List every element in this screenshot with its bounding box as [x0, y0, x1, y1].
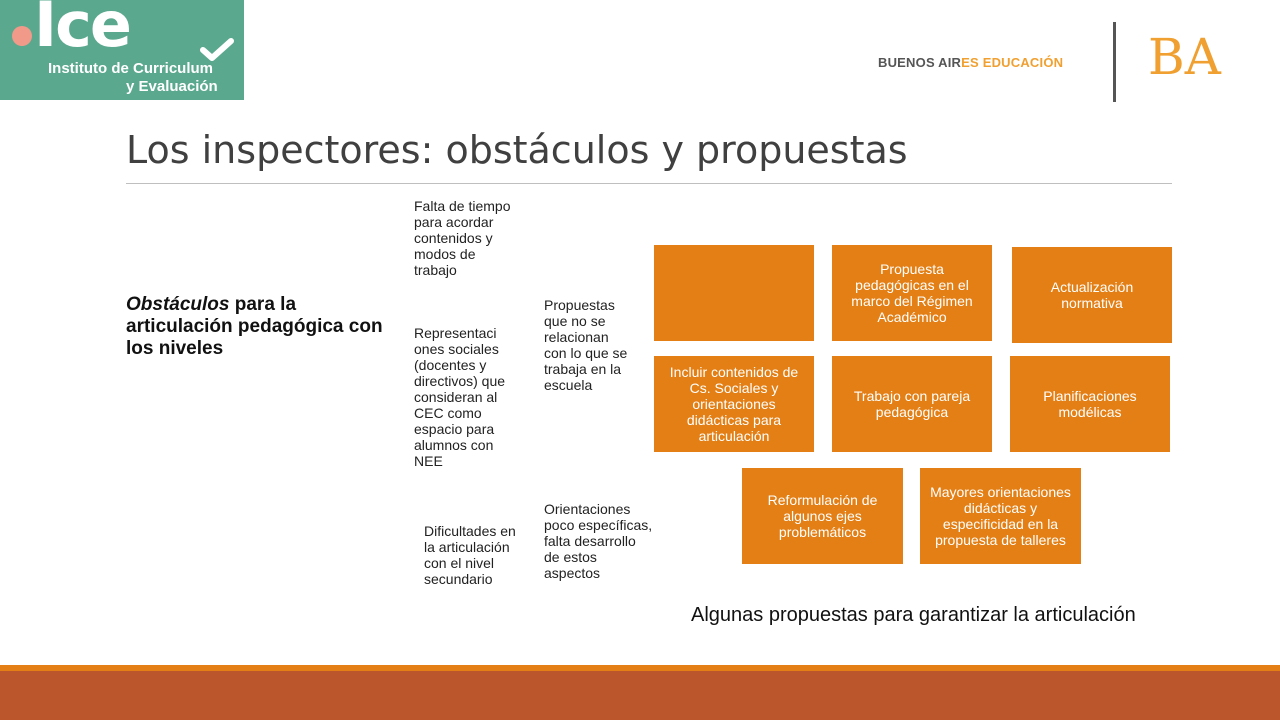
- logo-dot-icon: [12, 26, 32, 46]
- obstacle-item: Dificultades en la articulación con el nivel secundario: [424, 523, 516, 587]
- buenos-aires-education-label: [878, 55, 1063, 70]
- checkmark-icon: [200, 38, 234, 62]
- obstacles-heading-emph: Obstáculos: [126, 294, 230, 315]
- ba-text-main: BUENOS AIR: [878, 55, 962, 70]
- middle-note: Orientaciones poco específicas, falta desarrollo de estos aspectos: [544, 501, 653, 581]
- proposal-box: Planificaciones modélicas: [1010, 356, 1170, 452]
- proposal-box: Actualización normativa: [1012, 247, 1172, 343]
- proposal-box: Trabajo con pareja pedagógica: [832, 356, 992, 452]
- logo-line-2: y Evaluación: [126, 78, 218, 95]
- proposal-box: Incluir contenidos de Cs. Sociales y orientaciones didácticas para articulación: [654, 356, 814, 452]
- proposal-box: Reformulación de algunos ejes problemáticos: [742, 468, 903, 564]
- page-title: Los inspectores: obstáculos y propuestas: [126, 128, 908, 172]
- proposal-box-empty: [654, 245, 814, 341]
- title-divider: [126, 183, 1172, 184]
- obstacle-item: Representaci ones sociales (docentes y directivos) que consideran al CEC como espacio para alumnos con NEE: [414, 325, 506, 469]
- ba-text-accent: ES EDUCACIÓN: [961, 55, 1064, 70]
- ice-logo: [0, 0, 244, 100]
- logo-line-1: Instituto de Curriculum: [48, 60, 213, 77]
- proposal-box: Mayores orientaciones didácticas y especificidad en la propuesta de talleres: [920, 468, 1081, 564]
- ba-logo: BA: [1148, 28, 1221, 86]
- header-divider: [1113, 22, 1116, 102]
- obstacle-item: Falta de tiempo para acordar contenidos y modos de trabajo: [414, 198, 511, 278]
- obstacles-heading-rest: para la articulación pedagógica con los niveles: [126, 294, 383, 359]
- footer-bar: [0, 671, 1280, 720]
- obstacles-heading: [126, 294, 406, 360]
- logo-word: Ice: [34, 0, 130, 61]
- proposals-caption: Algunas propuestas para garantizar la articulación: [691, 604, 1136, 626]
- middle-note: Propuestas que no se relacionan con lo que se trabaja en la escuela: [544, 297, 628, 393]
- proposal-box: Propuesta pedagógicas en el marco del Régimen Académico: [832, 245, 992, 341]
